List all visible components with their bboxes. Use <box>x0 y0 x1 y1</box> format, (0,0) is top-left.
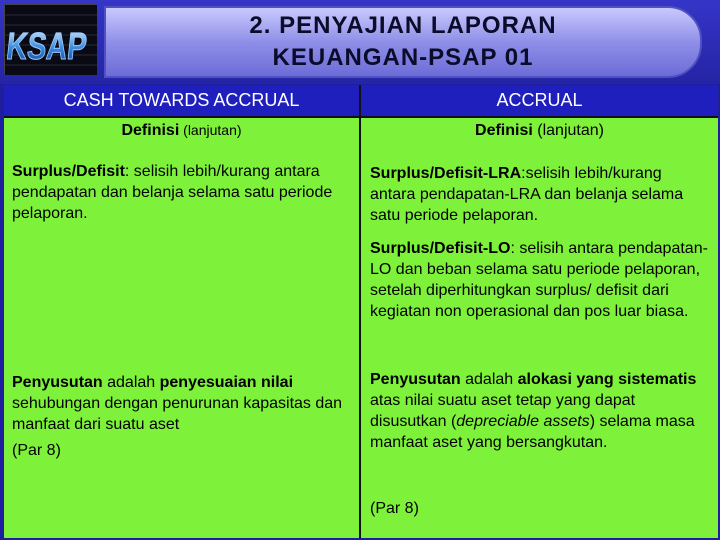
right-lra-text: :selisih lebih/kurang antara pendapatan-LRA dan belanja selama satu periode pelaporan. <box>370 165 684 224</box>
title-line-1: 2. PENYAJIAN LAPORAN <box>249 12 557 39</box>
left-surplus-term: Surplus/Defisit <box>12 163 125 180</box>
left-penyusutan-rest: sehubungan dengan penurunan kapasitas dan manfaat dari suatu aset <box>12 395 343 433</box>
right-subheading-rest: (lanjutan) <box>532 122 604 139</box>
right-subheading <box>361 120 718 141</box>
right-penyusutan-text2: ) selama masa manfaat aset yang bersangkutan. <box>370 413 695 451</box>
right-lo-term: Surplus/Defisit-LO <box>370 240 511 257</box>
left-surplus-definition <box>12 161 352 224</box>
right-penyusutan-mid: adalah <box>460 371 518 388</box>
left-penyusutan-bold: penyesuaian nilai <box>159 374 294 391</box>
left-penyusutan-mid: adalah <box>102 374 160 391</box>
right-penyusutan-term: Penyusutan <box>370 371 461 388</box>
right-lra-term: Surplus/Defisit-LRA <box>370 165 522 182</box>
logo-text: KSAP <box>4 26 115 68</box>
column-header-accrual: ACCRUAL <box>361 85 718 116</box>
left-penyusutan-definition <box>12 372 357 435</box>
left-subheading <box>4 120 359 141</box>
right-subheading-bold: Definisi <box>475 122 533 139</box>
right-lo-definition <box>370 238 710 322</box>
header-divider <box>4 116 718 118</box>
left-penyusutan-term: Penyusutan <box>12 374 103 391</box>
column-header-cash-towards-accrual: CASH TOWARDS ACCRUAL <box>4 85 359 116</box>
column-divider <box>359 85 361 538</box>
title-line-2: KEUANGAN-PSAP 01 <box>272 44 534 71</box>
right-penyusutan-bold: alokasi yang sistematis <box>517 371 697 388</box>
left-subheading-rest: (lanjutan) <box>179 122 242 138</box>
right-penyusutan-definition <box>370 369 710 453</box>
left-surplus-text: : selisih lebih/kurang antara pendapatan dan belanja selama satu periode pelaporan. <box>12 163 333 222</box>
left-par-reference: (Par 8) <box>12 442 61 459</box>
left-subheading-bold: Definisi <box>121 122 180 139</box>
ksap-logo <box>4 4 115 74</box>
right-lo-text: : selisih antara pendapatan-LO dan beban selama satu periode pelaporan, setelah diperhitungkan surplus/ defisit dari kegiatan non operasional dan pos luar biasa. <box>370 240 708 320</box>
right-lra-definition <box>370 163 710 226</box>
right-penyusutan-text1: atas nilai suatu aset tetap yang dapat disusutkan ( <box>370 392 636 430</box>
page-title <box>104 10 702 74</box>
right-penyusutan-italic: depreciable assets <box>456 413 590 430</box>
comparison-table <box>4 85 718 538</box>
right-par-reference: (Par 8) <box>370 500 419 517</box>
